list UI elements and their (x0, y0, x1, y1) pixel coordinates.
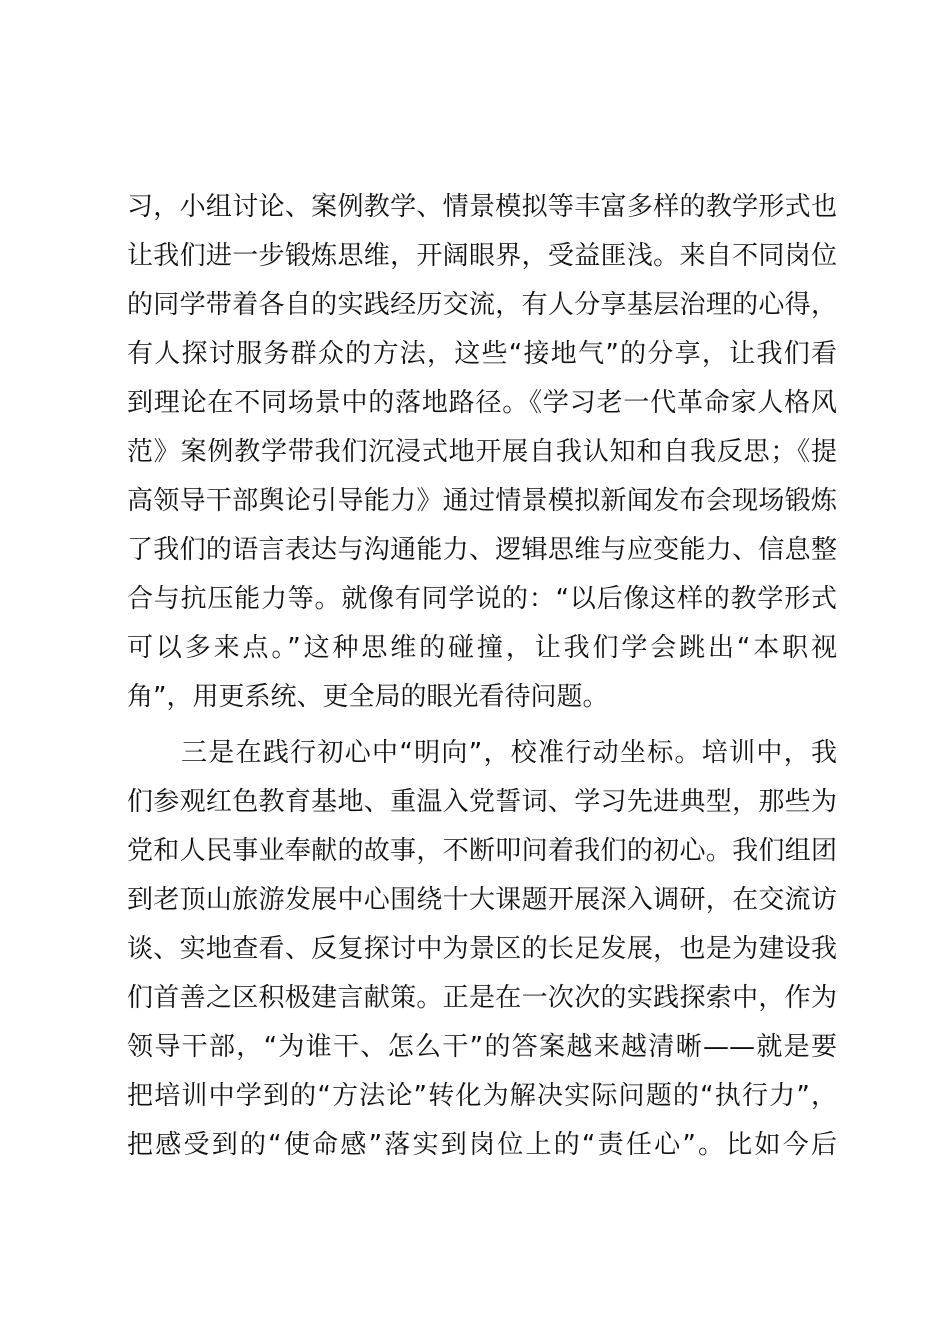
paragraph-training-forms (127, 183, 837, 722)
text-line: 习，小组讨论、案例教学、情景模拟等丰富多样的教学形式也 (127, 192, 837, 222)
text-line: 三是在践行初心中“明向”，校准行动坐标。培训中，我 (181, 738, 837, 768)
text-line: 范》案例教学带我们沉浸式地开展自我认知和自我反思；《提 (127, 437, 837, 467)
text-line: 可以多来点。”这种思维的碰撞，让我们学会跳出“本职视 (127, 633, 837, 663)
text-line: 合与抗压能力等。就像有同学说的：“以后像这样的教学形式 (127, 584, 837, 614)
text-line: 们参观红色教育基地、重温入党誓词、学习先进典型，那些为 (127, 787, 837, 817)
text-line: 们首善之区积极建言献策。正是在一次次的实践探索中，作为 (127, 983, 837, 1013)
text-line: 党和人民事业奉献的故事，不断叩问着我们的初心。我们组团 (127, 836, 837, 866)
text-line: 到理论在不同场景中的落地路径。《学习老一代革命家人格风 (127, 388, 837, 418)
text-line: 了我们的语言表达与沟通能力、逻辑思维与应变能力、信息整 (127, 535, 837, 565)
text-line: 有人探讨服务群众的方法，这些“接地气”的分享，让我们看 (127, 339, 837, 369)
text-line: 领导干部，“为谁干、怎么干”的答案越来越清晰——就是要 (127, 1032, 837, 1062)
text-line: 把感受到的“使命感”落实到岗位上的“责任心”。比如今后 (127, 1130, 837, 1160)
text-line: 的同学带着各自的实践经历交流，有人分享基层治理的心得， (127, 290, 837, 320)
text-line: 高领导干部舆论引导能力》通过情景模拟新闻发布会现场锻炼 (127, 486, 837, 516)
text-line: 把培训中学到的“方法论”转化为解决实际问题的“执行力”， (127, 1081, 837, 1111)
text-line: 到老顶山旅游发展中心围绕十大课题开展深入调研，在交流访 (127, 885, 837, 915)
text-line: 角”，用更系统、更全局的眼光看待问题。 (127, 682, 609, 712)
text-line: 谈、实地查看、反复探讨中为景区的长足发展，也是为建设我 (127, 934, 837, 964)
text-line: 让我们进一步锻炼思维，开阔眼界，受益匪浅。来自不同岗位 (127, 241, 837, 271)
paragraph-practice-direction (127, 729, 837, 1170)
